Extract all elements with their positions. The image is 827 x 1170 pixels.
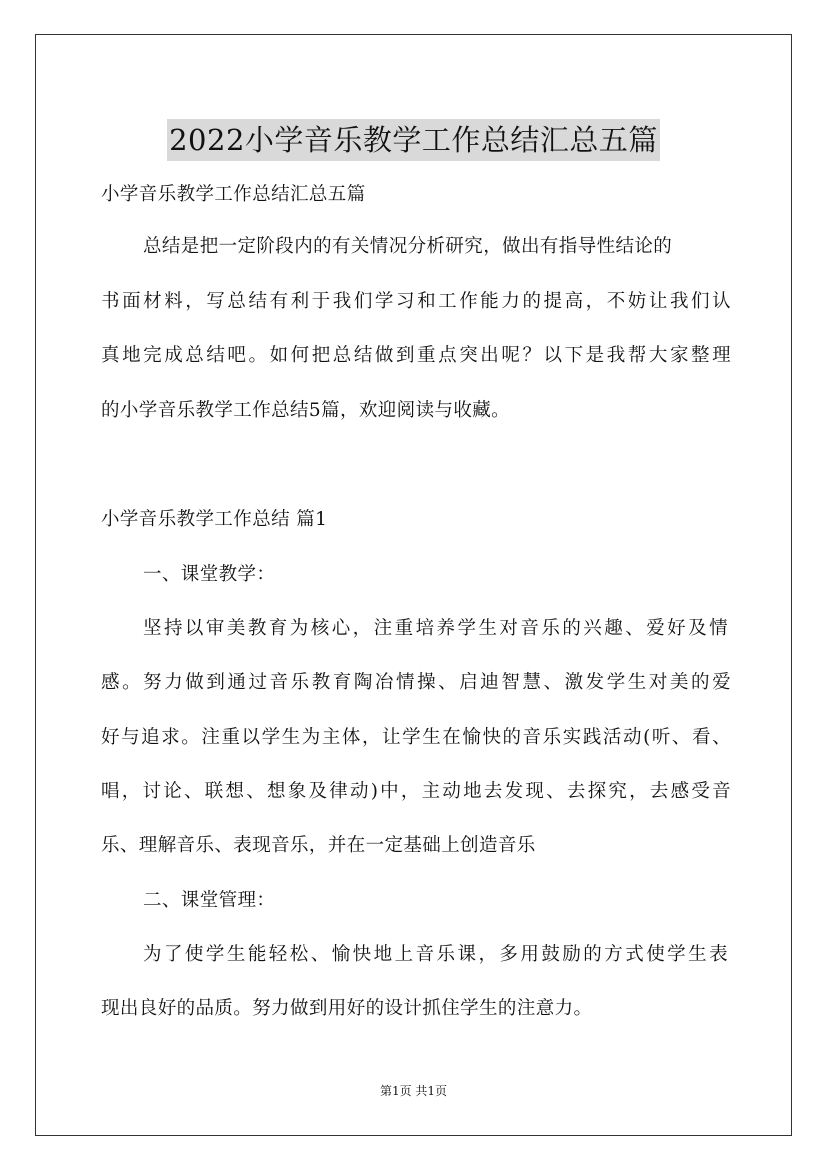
intro-line-2: 书面材料，写总结有利于我们学习和工作能力的提高，不妨让我们认: [101, 291, 731, 312]
part1-heading: 一、课堂教学：: [143, 564, 276, 585]
page-footer: 第1页 共1页: [379, 1084, 448, 1098]
intro-line-4: 的小学音乐教学工作总结5篇，欢迎阅读与收藏。: [101, 400, 511, 421]
document-title: 2022小学音乐教学工作总结汇总五篇: [167, 119, 660, 161]
part2-line-2: 现出良好的品质。努力做到用好的设计抓住学生的注意力。: [101, 998, 593, 1019]
part2-line-1: 为了使学生能轻松、愉快地上音乐课，多用鼓励的方式使学生表: [143, 944, 728, 965]
section-heading: 小学音乐教学工作总结 篇1: [101, 509, 328, 530]
title-container: [0, 100, 827, 181]
intro-line-3: 真地完成总结吧。如何把总结做到重点突出呢？以下是我帮大家整理: [101, 345, 731, 366]
part1-line-3: 好与追求。注重以学生为主体，让学生在愉快的音乐实践活动(听、看、: [101, 727, 731, 748]
intro-line-1: 总结是把一定阶段内的有关情况分析研究，做出有指导性结论的: [143, 236, 673, 257]
part2-heading: 二、课堂管理：: [143, 890, 276, 911]
part1-line-4: 唱，讨论、联想、想象及律动)中，主动地去发现、去探究，去感受音: [101, 781, 731, 802]
document-subtitle: 小学音乐教学工作总结汇总五篇: [101, 184, 366, 205]
part1-line-1: 坚持以审美教育为核心，注重培养学生对音乐的兴趣、爱好及情: [143, 618, 728, 639]
part1-line-5: 乐、理解音乐、表现音乐，并在一定基础上创造音乐: [101, 835, 536, 856]
part1-line-2: 感。努力做到通过音乐教育陶冶情操、启迪智慧、激发学生对美的爱: [101, 672, 731, 693]
